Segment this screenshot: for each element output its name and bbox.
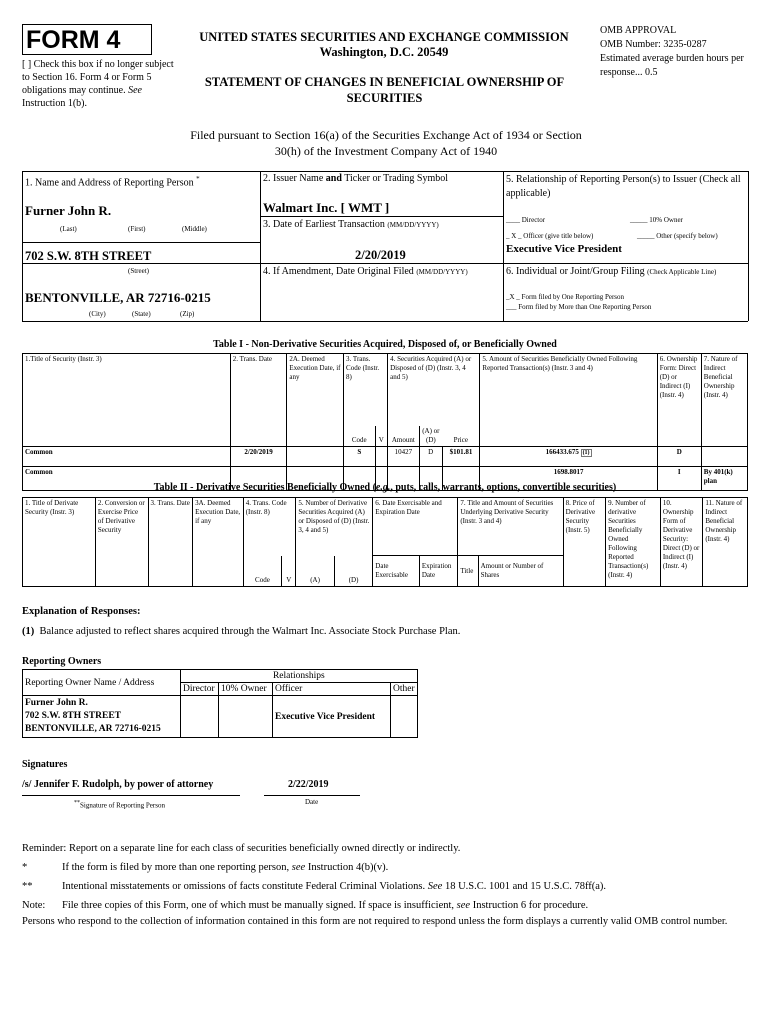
table-row: Common 1698.8017 I By 401(k) plan [23,466,748,490]
t1-sub-ad: (A) or (D) [419,426,442,447]
box1-label: 1. Name and Address of Reporting Person * [25,175,200,189]
omb-approval: OMB APPROVAL [600,25,677,36]
t2-sub-amount: Amount or Number of Shares [478,556,563,587]
table1 [22,353,748,491]
table2 [22,497,748,587]
ro-h-name: Reporting Owner Name / Address [23,670,181,696]
t2-h-number: 5. Number of Derivative Securities Acquired (A) or Disposed of (D) (Instr. 3, 4 and 5) [296,498,373,556]
issuer-value: Walmart Inc. [ WMT ] [263,200,390,215]
form-title-box [22,24,152,55]
ro-h-owner: 10% Owner [219,683,273,696]
footnote-double-star: ** Intentional misstatements or omissions of facts constitute Federal Criminal Violations. See 18 U.S.C. 1001 and 15 U.S.C. 78ff(a). [22,881,607,892]
box4-label: 4. If Amendment, Date Original Filed (MM/DD/YYYY) [263,266,468,277]
box2-label: 2. Issuer Name and Ticker or Trading Symbol [263,173,449,184]
form-title: FORM 4 [26,26,121,54]
checkbox-no-longer-subject[interactable]: [ ] Check this box if no longer subject to Section 16. Form 4 or Form 5 obligations may continue. See Instruction 1(b). [22,59,174,109]
city-label: (City) [89,310,106,318]
state-label: (State) [132,310,151,318]
t2-h-code: 4. Trans. Code (Instr. 8) [243,498,296,556]
t1-sub-code: Code [344,426,375,447]
agency-name: UNITED STATES SECURITIES AND EXCHANGE COMMISSION [199,30,569,44]
ro-h-director: Director [181,683,219,696]
rel-10pct-owner[interactable]: _____ 10% Owner [630,216,683,224]
reporting-person-name: Furner John R. [25,203,112,218]
t2-sub-a: (A) [296,556,334,587]
t2-h-underlying: 7. Title and Amount of Securities Underlying Derivative Security (Instr. 3 and 4) [458,498,563,556]
t1-h-form: 6. Ownership Form: Direct (D) or Indirect (I) (Instr. 4) [657,354,701,447]
table1-title: Table I - Non-Derivative Securities Acquired, Disposed of, or Beneficially Owned [213,339,557,350]
reporting-owners-title: Reporting Owners [22,656,102,667]
omb-notice: Persons who respond to the collection of information contained in this form are not required to respond unless the form displays a currently valid OMB control number. [22,916,728,927]
box5-label: 5. Relationship of Reporting Person(s) to Issuer (Check all applicable) [506,174,741,199]
filing-more-persons[interactable]: ___ Form filed by More than One Reporting Person [506,303,652,311]
omb-burden: Estimated average burden hours per response... 0.5 [600,53,744,78]
t2-h-title: 1. Title of Derivate Security (Instr. 3) [23,498,96,587]
rel-officer[interactable]: _ X _ Officer (give title below) [506,232,594,240]
t2-sub-exp: Expiration Date [419,556,457,587]
officer-title: Executive Vice President [506,243,622,255]
street-value: 702 S.W. 8TH STREET [25,249,152,263]
agency-location: Washington, D.C. 20549 [319,45,449,59]
explanation-item-1: (1) Balance adjusted to reflect shares acquired through the Walmart Inc. Associate Stock Purchase Plan. [22,626,461,637]
t2-sub-code: Code [243,556,281,587]
t2-h-exercisable: 6. Date Exercisable and Expiration Date [373,498,458,556]
t2-h-owned: 9. Number of derivative Securities Beneficially Owned Following Reported Transaction(s) (Instr. 4) [606,498,661,587]
filed-pursuant: Filed pursuant to Section 16(a) of the Securities Exchange Act of 1934 or Section 30(h) of the Investment Company Act of 1940 [190,128,582,158]
street-label: (Street) [128,267,149,275]
rel-other[interactable]: _____ Other (specify below) [637,232,718,240]
statement-title: STATEMENT OF CHANGES IN BENEFICIAL OWNERSHIP OF SECURITIES [204,75,565,105]
signer-name: /s/ Jennifer F. Rudolph, by power of attorney [22,779,214,790]
footnote-note: Note: File three copies of this Form, one of which must be manually signed. If space is insufficient, see Instruction 6 for procedure. [22,900,589,911]
t2-h-date: 3. Trans. Date [148,498,193,587]
omb-box [600,24,750,80]
footer [22,839,748,929]
box6-label: 6. Individual or Joint/Group Filing (Check Applicable Line) [506,266,717,277]
t1-h-date: 2. Trans. Date [230,354,287,447]
t2-sub-d: (D) [334,556,372,587]
name-first-label: (First) [128,225,146,233]
signature-date: 2/22/2019 [288,779,329,790]
ro-h-other: Other [391,683,418,696]
t2-h-form: 10. Ownership Form of Derivative Security: Direct (D) or Indirect (I) (Instr. 4) [660,498,703,587]
t2-h-price: 8. Price of Derivative Security (Instr. 5) [563,498,606,587]
table2-title: Table II - Derivative Securities Beneficially Owned (e.g., puts, calls, warrants, options, convertible securities) [153,482,617,493]
city-value: BENTONVILLE, AR 72716-0215 [25,290,211,305]
table-row: Common 2/20/2019 S 10427 D $101.81 166433.675 (1) D [23,446,748,466]
t2-h-conversion: 2. Conversion or Exercise Price of Derivative Security [95,498,148,587]
t2-h-nature: 11. Nature of Indirect Beneficial Ownership (Instr. 4) [703,498,748,587]
zip-label: (Zip) [180,310,195,318]
explanation-title: Explanation of Responses: [22,606,141,617]
table-row: Furner John R. 702 S.W. 8TH STREET BENTONVILLE, AR 72716-0215 Executive Vice President [23,696,418,738]
ro-h-relationships: Relationships [181,670,418,683]
rel-director[interactable]: ____ Director [506,216,546,224]
t1-sub-amount: Amount [388,426,419,447]
ro-h-officer: Officer [273,683,391,696]
date-label: Date [305,798,319,806]
t1-h-acquired: 4. Securities Acquired (A) or Disposed of (D) (Instr. 3, 4 and 5) [388,354,480,426]
t1-sub-v: V [375,426,388,447]
t2-sub-v: V [282,556,296,587]
footnote-ref-1[interactable]: (1) [582,449,590,456]
t1-h-deemed: 2A. Deemed Execution Date, if any [287,354,344,447]
earliest-transaction-date: 2/20/2019 [355,248,406,262]
omb-number: OMB Number: 3235-0287 [600,39,707,50]
t1-h-title: 1.Title of Security (Instr. 3) [23,354,231,447]
filing-one-person[interactable]: _X _ Form filed by One Reporting Person [506,293,625,301]
t2-sub-title: Title [458,556,478,587]
reminder: Reminder: Report on a separate line for each class of securities beneficially owned directly or indirectly. [22,843,461,854]
name-middle-label: (Middle) [182,225,207,233]
signatures-title: Signatures [22,759,68,770]
name-last-label: (Last) [60,225,77,233]
signature-label: **Signature of Reporting Person [74,800,165,810]
t1-h-owned: 5. Amount of Securities Beneficially Owned Following Reported Transaction(s) (Instr. 3 and 4) [480,354,657,447]
t1-h-nature: 7. Nature of Indirect Beneficial Ownership (Instr. 4) [701,354,747,447]
t2-sub-date-ex: Date Exercisable [373,556,420,587]
footnote-star: * If the form is filed by more than one reporting person, see Instruction 4(b)(v). [22,862,389,873]
t2-h-deemed: 3A. Deemed Execution Date, if any [193,498,244,587]
t1-sub-price: Price [442,426,480,447]
reporting-owners-table [22,669,418,738]
box3-label: 3. Date of Earliest Transaction (MM/DD/YYYY) [263,219,439,230]
t1-h-code: 3. Trans. Code (Instr. 8) [344,354,388,426]
